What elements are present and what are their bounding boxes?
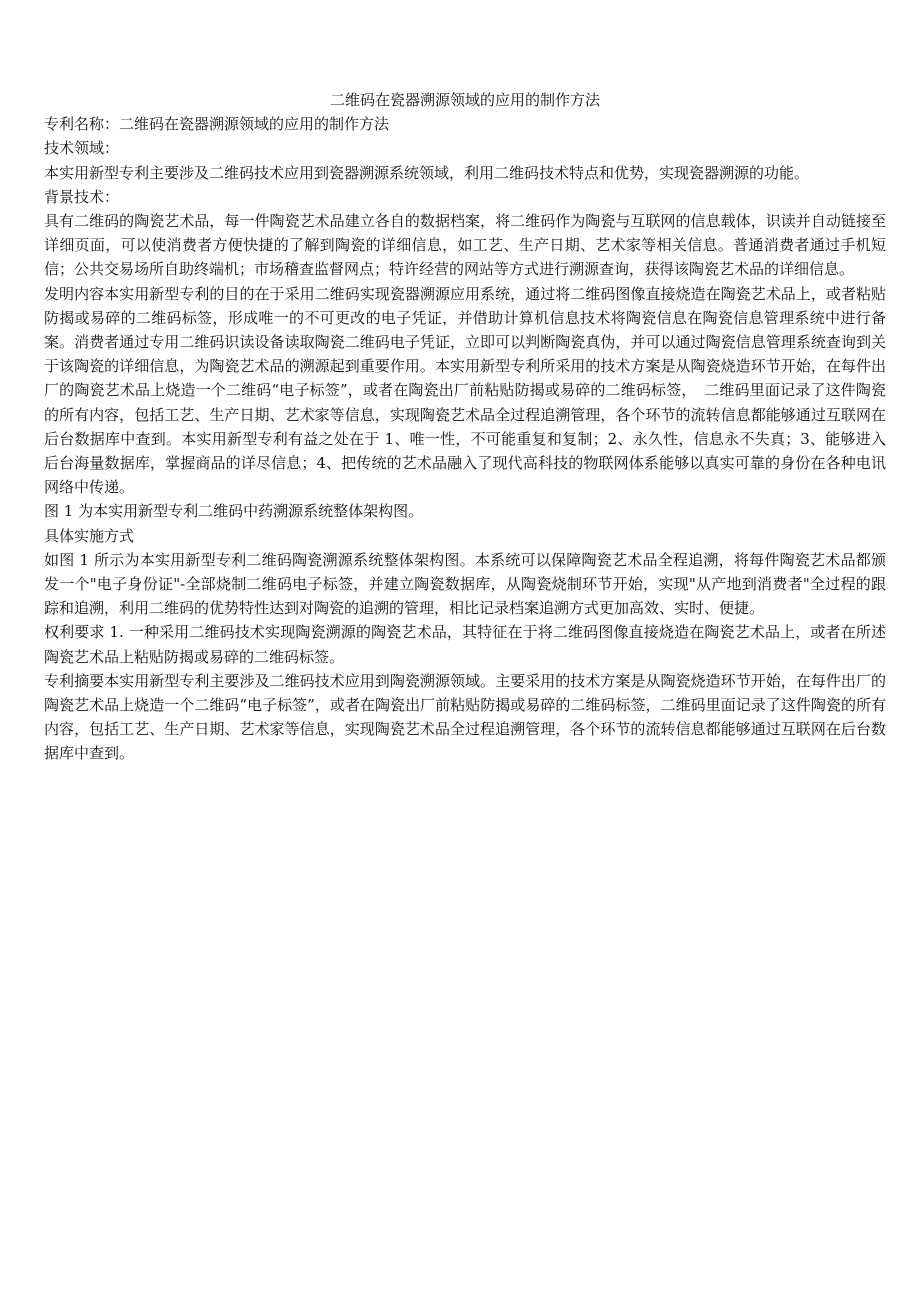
figure-caption: 图 1 为本实用新型专利二维码中药溯源系统整体架构图。	[44, 502, 424, 521]
invention-paragraph: 发明内容本实用新型专利的目的在于采用二维码实现瓷器溯源应用系统，通过将二维码图像直接烧造在陶瓷艺术品上，或者粘贴防揭或易碎的二维码标签，形成唯一的不可更改的电子凭证，并借助计算机信息技术将陶瓷信息在陶瓷信息管理系统中进行备案。消费者通过专用二维码识读设备读取陶瓷二维码电子凭证，立即可以判断陶瓷真伪，并可以通过陶瓷信息管理系统查询到关于该陶瓷的详细信息，为陶瓷艺术品的溯源起到重要作用。本实用新型专利所采用的技术方案是从陶瓷烧造环节开始，在每件出厂的陶瓷艺术品上烧造一个二维码“电子标签”，或者在陶瓷出厂前粘贴防揭或易碎的二维码标签， 二维码里面记录了这件陶瓷的所有内容，包括工艺、生产日期、艺术家等信息，实现陶瓷艺术品全过程追溯管理，各个环节的流转信息都能够通过互联网在后台数据库中查到。本实用新型专利有益之处在于 1、唯一性，不可能重复和复制；2、永久性，信息永不失真；3、能够进入后台海量数据库，掌握商品的详尽信息；4、把传统的艺术品融入了现代高科技的物联网体系能够以真实可靠的身份在各种电讯网络中传递。	[44, 284, 886, 497]
tech-field-heading: 技术领域：	[44, 139, 120, 158]
background-heading: 背景技术：	[44, 187, 120, 206]
abstract-paragraph: 专利摘要本实用新型专利主要涉及二维码技术应用到陶瓷溯源领域。主要采用的技术方案是从陶瓷烧造环节开始，在每件出厂的陶瓷艺术品上烧造一个二维码“电子标签”，或者在陶瓷出厂前粘贴防揭或易碎的二维码标签，二维码里面记录了这件陶瓷的所有内容，包括工艺、生产日期、艺术家等信息，实现陶瓷艺术品全过程追溯管理，各个环节的流转信息都能够通过互联网在后台数据库中查到。	[44, 671, 886, 763]
claims-paragraph: 权利要求 1. 一种采用二维码技术实现陶瓷溯源的陶瓷艺术品，其特征在于将二维码图像直接烧造在陶瓷艺术品上，或者在所述陶瓷艺术品上粘贴防揭或易碎的二维码标签。	[44, 623, 886, 666]
embodiment-heading: 具体实施方式	[44, 526, 135, 545]
patent-name: 专利名称：二维码在瓷器溯源领域的应用的制作方法	[44, 115, 390, 134]
embodiment-paragraph: 如图 1 所示为本实用新型专利二维码陶瓷溯源系统整体架构图。本系统可以保障陶瓷艺术品全程追溯，将每件陶瓷艺术品都颁发一个"电子身份证"-全部烧制二维码电子标签，并建立陶瓷数据库，从陶瓷烧制环节开始，实现"从产地到消费者"全过程的跟踪和追溯，利用二维码的优势特性达到对陶瓷的追溯的管理，相比记录档案追溯方式更加高效、实时、便捷。	[44, 550, 886, 618]
document-page	[44, 88, 886, 766]
document-title: 二维码在瓷器溯源领域的应用的制作方法	[329, 91, 600, 109]
tech-field-paragraph: 本实用新型专利主要涉及二维码技术应用到瓷器溯源系统领域，利用二维码技术特点和优势，实现瓷器溯源的功能。	[44, 163, 810, 182]
background-paragraph: 具有二维码的陶瓷艺术品，每一件陶瓷艺术品建立各自的数据档案，将二维码作为陶瓷与互联网的信息载体，识读并自动链接至详细页面，可以使消费者方便快捷的了解到陶瓷的详细信息，如工艺、生产日期、艺术家等相关信息。普通消费者通过手机短信；公共交易场所自助终端机；市场稽查监督网点；特许经营的网站等方式进行溯源查询，获得该陶瓷艺术品的详细信息。	[44, 212, 886, 279]
